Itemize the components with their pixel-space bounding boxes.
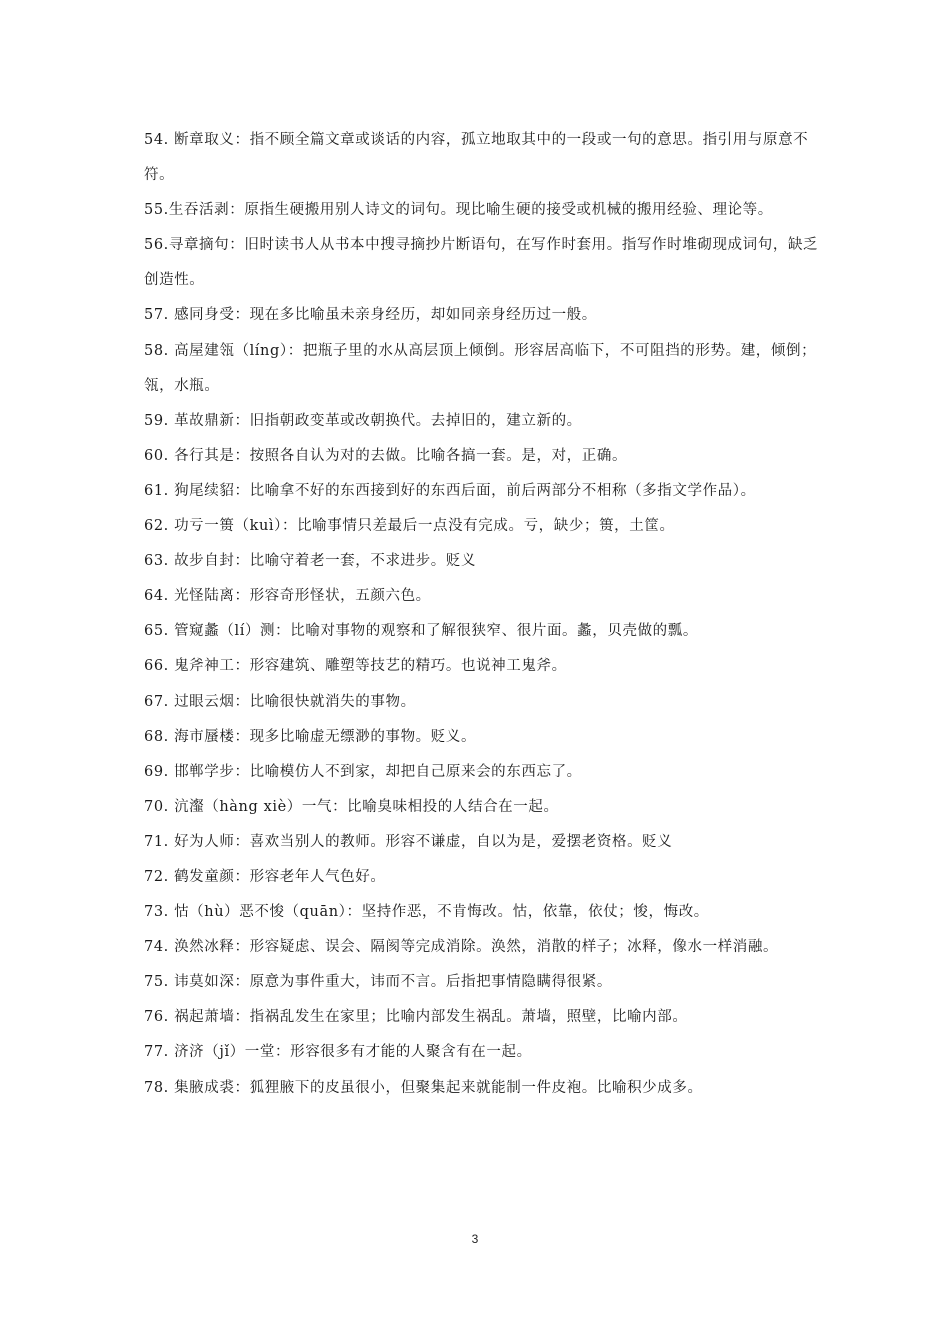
idiom-entry-56: 56.寻章摘句：旧时读书人从书本中搜寻摘抄片断语句，在写作时套用。指写作时堆砌现成词句，缺乏创造性。	[144, 237, 819, 289]
idiom-entry-54: 54. 断章取义：指不顾全篇文章或谈话的内容，孤立地取其中的一段或一句的意思。指引用与原意不符。	[144, 132, 809, 184]
idiom-entry-76: 76. 祸起萧墙：指祸乱发生在家里；比喻内部发生祸乱。萧墙，照壁，比喻内部。	[144, 1009, 688, 1026]
idiom-entry-61: 61. 狗尾续貂：比喻拿不好的东西接到好的东西后面，前后两部分不相称（多指文学作品）。	[144, 482, 756, 499]
idiom-entry-60: 60. 各行其是：按照各自认为对的去做。比喻各搞一套。是，对，正确。	[144, 447, 628, 464]
idiom-entry-64: 64. 光怪陆离：形容奇形怪状，五颜六色。	[144, 588, 431, 605]
idiom-entry-77: 77. 济济（jǐ）一堂：形容很多有才能的人聚含有在一起。	[144, 1044, 532, 1061]
idiom-entry-68: 68. 海市蜃楼：现多比喻虚无缥渺的事物。贬义。	[144, 728, 477, 745]
idiom-entry-57: 57. 感同身受：现在多比喻虽未亲身经历，却如同亲身经历过一般。	[144, 307, 597, 324]
idiom-entry-71: 71. 好为人师：喜欢当别人的教师。形容不谦虚，自以为是，爱摆老资格。贬义	[144, 833, 673, 850]
idiom-entry-70: 70. 沆瀣（hàng xiè）一气：比喻臭味相投的人结合在一起。	[144, 798, 559, 815]
idiom-entry-62: 62. 功亏一篑（kuì）：比喻事情只差最后一点没有完成。亏，缺少；篑，土筐。	[144, 518, 675, 535]
idiom-entry-78: 78. 集腋成裘：狐狸腋下的皮虽很小，但聚集起来就能制一件皮袍。比喻积少成多。	[144, 1079, 703, 1096]
idiom-list	[144, 123, 819, 1106]
idiom-entry-69: 69. 邯郸学步：比喻模仿人不到家，却把自己原来会的东西忘了。	[144, 763, 582, 780]
idiom-entry-55: 55.生吞活剥：原指生硬搬用别人诗文的词句。现比喻生硬的接受或机械的搬用经验、理论等。	[144, 202, 773, 219]
idiom-entry-75: 75. 讳莫如深：原意为事件重大，讳而不言。后指把事情隐瞒得很紧。	[144, 974, 612, 991]
idiom-entry-67: 67. 过眼云烟：比喻很快就消失的事物。	[144, 693, 416, 710]
idiom-entry-73: 73. 怙（hù）恶不悛（quān）：坚持作恶，不肯悔改。怙，依靠，依仗；悛，悔改。	[144, 904, 709, 921]
idiom-entry-58: 58. 高屋建瓴（líng）：把瓶子里的水从高层顶上倾倒。形容居高临下，不可阻挡的形势。建，倾倒；瓴，水瓶。	[144, 342, 817, 394]
idiom-entry-63: 63. 故步自封：比喻守着老一套，不求进步。贬义	[144, 553, 477, 570]
page-number: 3	[471, 1232, 479, 1246]
idiom-entry-72: 72. 鹤发童颜：形容老年人气色好。	[144, 868, 386, 885]
idiom-entry-65: 65. 管窥蠡（lí）测：比喻对事物的观察和了解很狭窄、很片面。蠡，贝壳做的瓢。	[144, 623, 698, 640]
idiom-entry-59: 59. 革故鼎新：旧指朝政变革或改朝换代。去掉旧的，建立新的。	[144, 412, 582, 429]
idiom-entry-66: 66. 鬼斧神工：形容建筑、雕塑等技艺的精巧。也说神工鬼斧。	[144, 658, 567, 675]
idiom-entry-74: 74. 涣然冰释：形容疑虑、误会、隔阂等完成消除。涣然，消散的样子；冰释，像水一样消融。	[144, 939, 779, 956]
